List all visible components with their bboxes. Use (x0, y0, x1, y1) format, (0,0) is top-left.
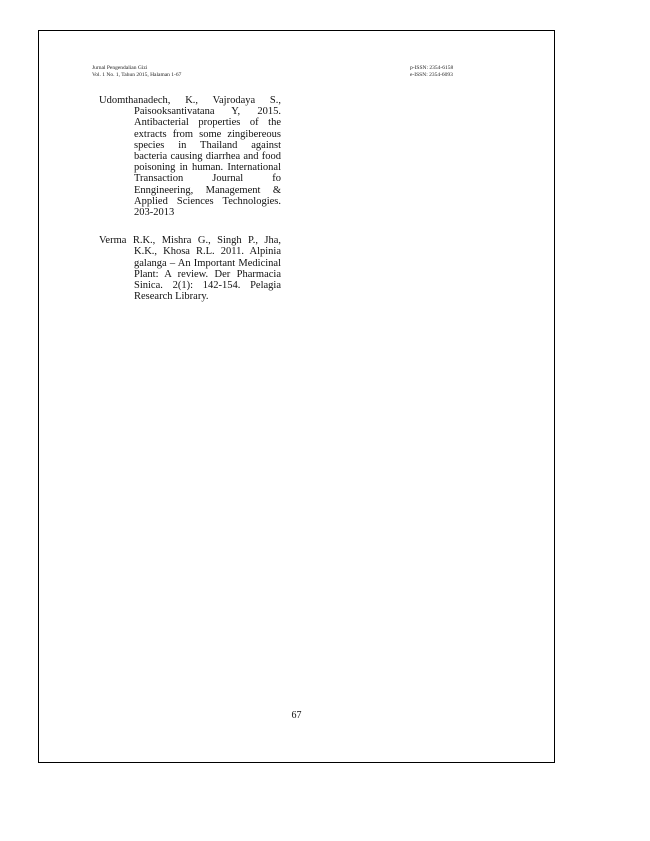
document-page (38, 30, 555, 763)
journal-name: Jurnal Pengendalian Gizi (92, 65, 148, 71)
page-number: 67 (291, 710, 302, 721)
journal-header-right (410, 65, 453, 79)
reference-list (99, 95, 281, 319)
print-issn: p-ISSN: 2354-6158 (410, 65, 454, 71)
online-issn: e-ISSN: 2354-6093 (410, 72, 453, 78)
reference-entry: Udomthanadech, K., Vajrodaya S., Paisooksantivatana Y, 2015. Antibacterial properties of the extracts from some zingibereous species in Thailand against bacteria causing diarrhea and food poisoning in human. International Transaction Journal fo Enngineering, Management & Applied Sciences Technologies. 203-2013 (99, 95, 281, 219)
journal-volume: Vol. 1 No. 1, Tahun 2015, Halaman 1-67 (92, 72, 182, 78)
reference-entry: Verma R.K., Mishra G., Singh P., Jha, K.K., Khosa R.L. 2011. Alpinia galanga – An Important Medicinal Plant: A review. Der Pharmacia Sinica. 2(1): 142-154. Pelagia Research Library. (99, 235, 281, 303)
journal-header-left (92, 65, 181, 79)
